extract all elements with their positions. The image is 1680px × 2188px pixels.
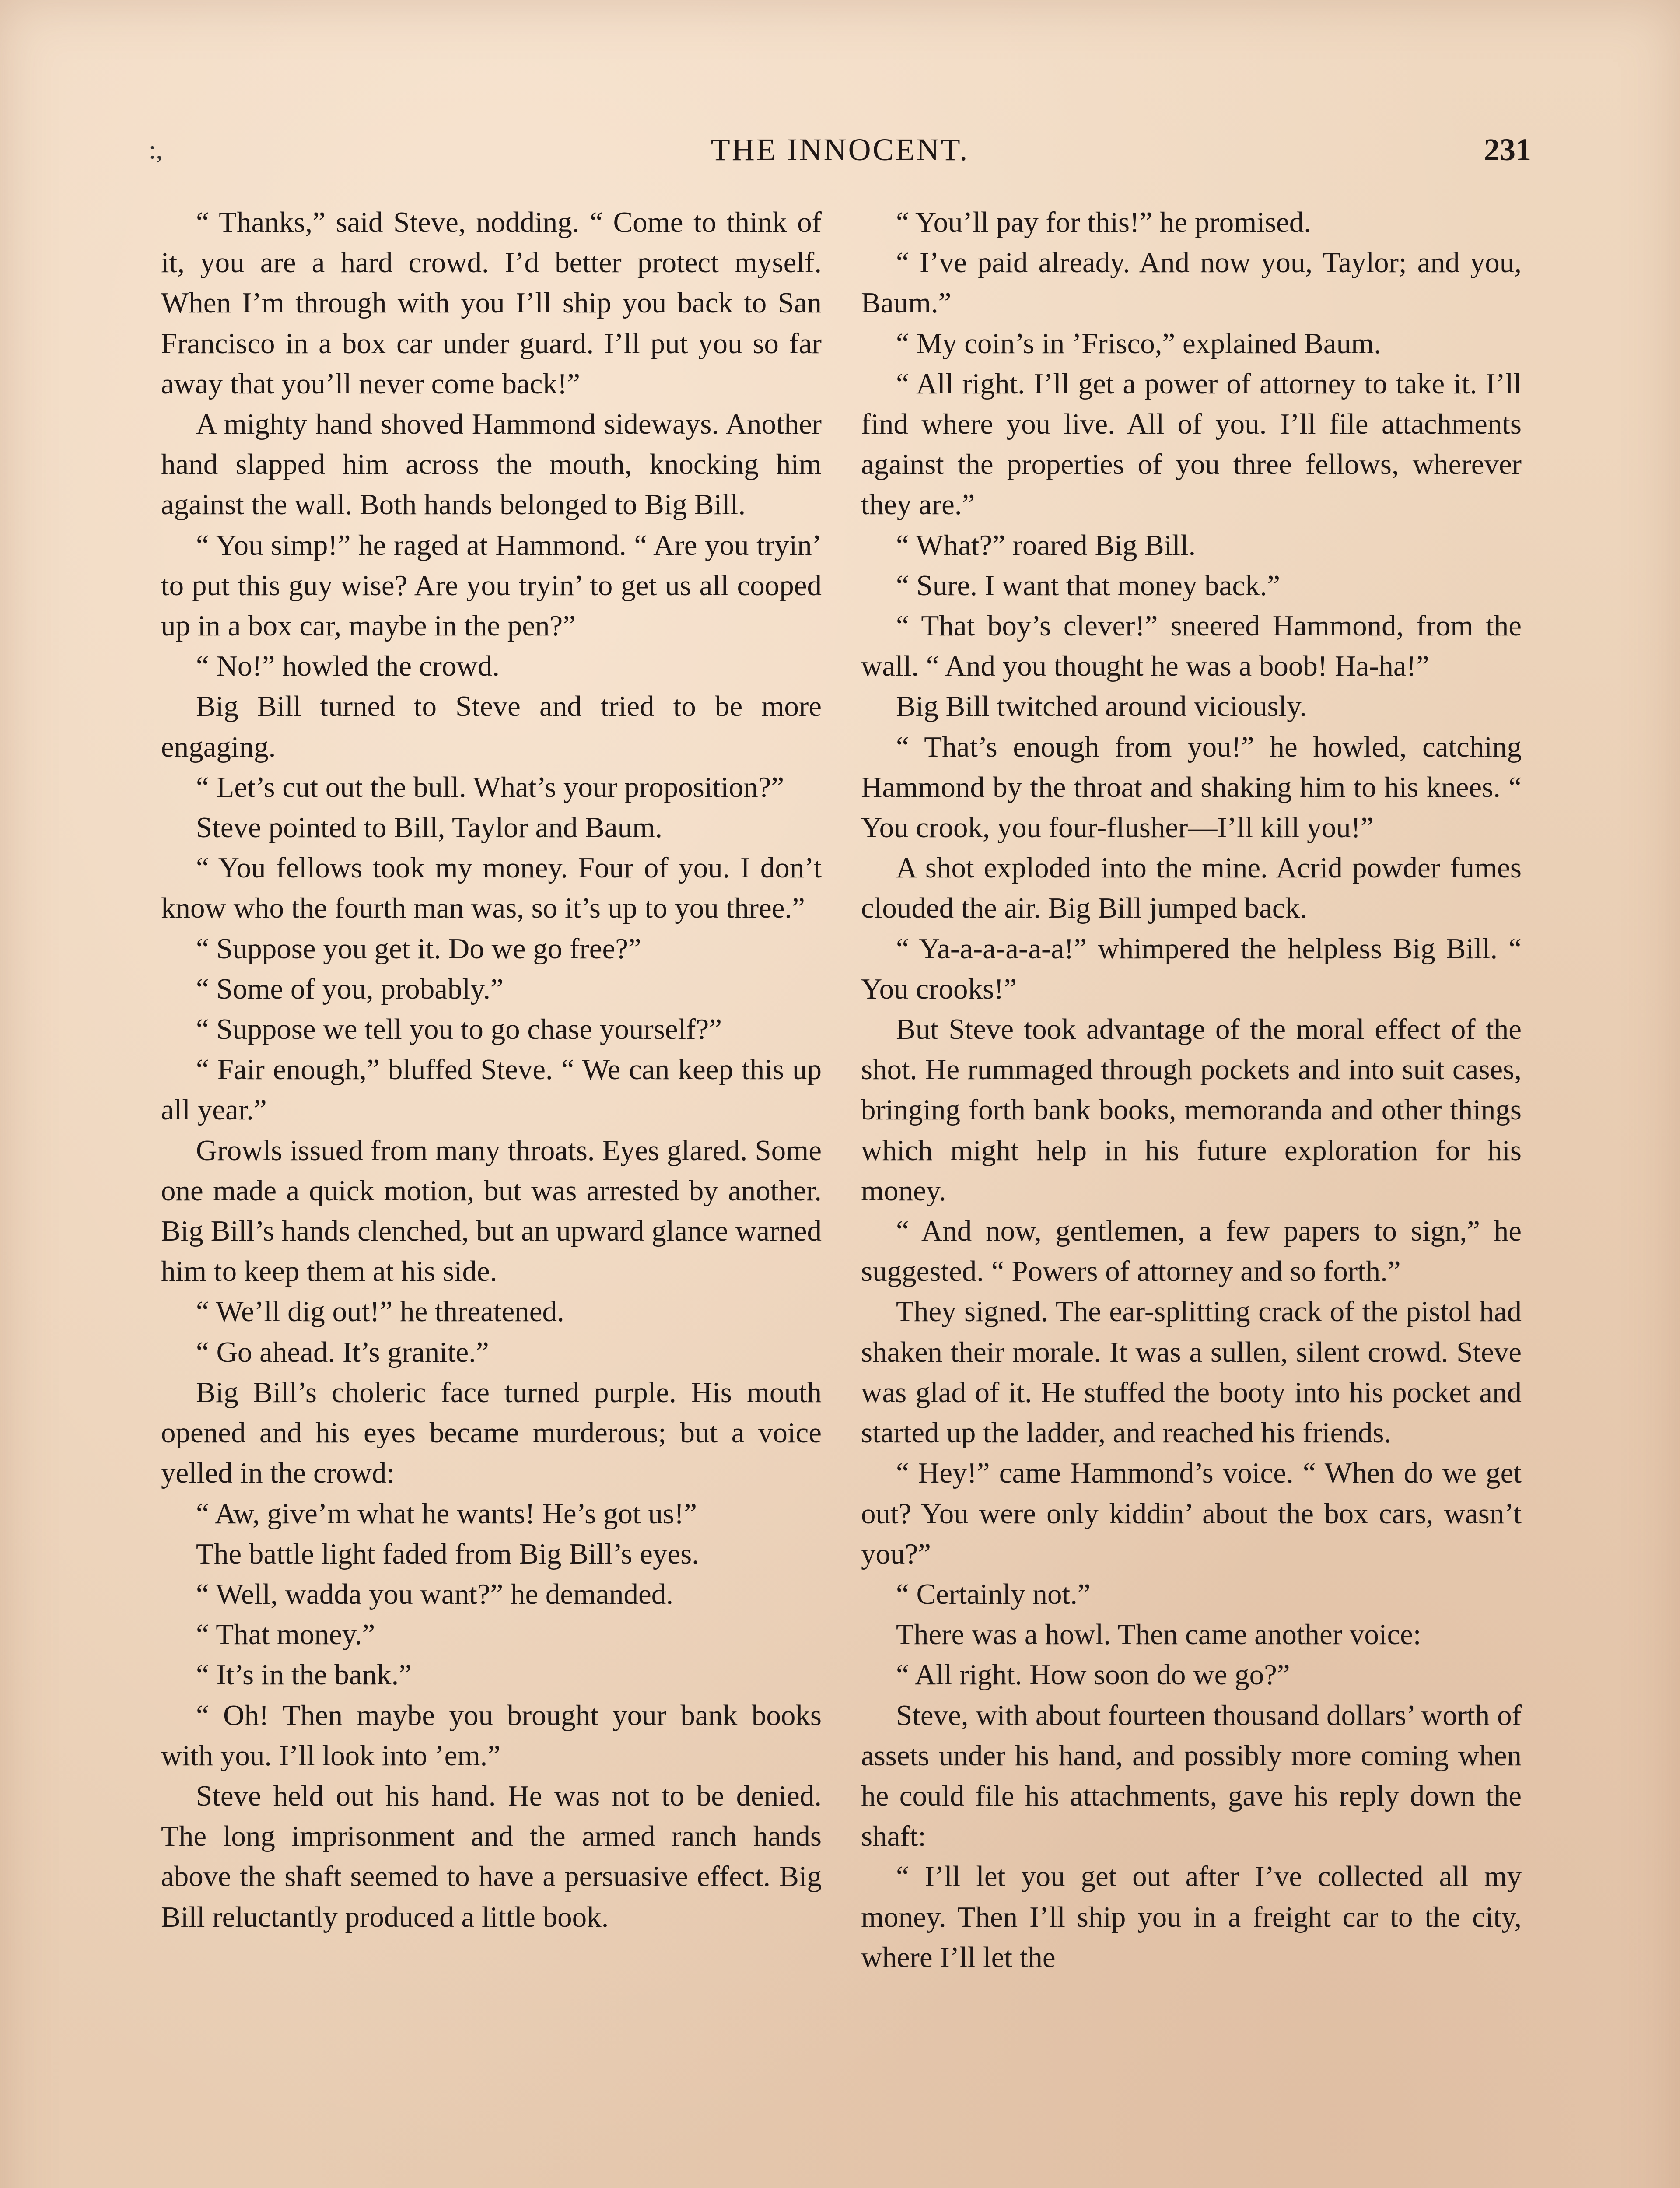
paragraph: “ I’ll let you get out after I’ve collected all my money. Then I’ll ship you in a freight car to the city, where I’ll let the (861, 1860, 1522, 1974)
paragraph: “ Fair enough,” bluffed Steve. “ We can keep this up all year.” (161, 1053, 822, 1126)
paragraph: “ Hey!” came Hammond’s voice. “ When do we get out? You were only kiddin’ about the box cars, wasn’t you?” (861, 1457, 1522, 1570)
paragraph: “ We’ll dig out!” he threatened. (196, 1295, 564, 1328)
paragraph: “ You simp!” he raged at Hammond. “ Are you tryin’ to put this guy wise? Are you tryin’ to get us all cooped up in a box car, maybe in the pen?” (161, 529, 822, 642)
paragraph: “ And now, gentlemen, a few papers to sign,” he suggested. “ Powers of attorney and so forth.” (861, 1215, 1522, 1288)
paragraph: A shot exploded into the mine. Acrid powder fumes clouded the air. Big Bill jumped back. (861, 852, 1522, 925)
right-text-column (861, 202, 1522, 1978)
paragraph: “ Well, wadda you want?” he demanded. (196, 1578, 674, 1610)
running-header (149, 128, 1531, 176)
print-mark: :, (149, 135, 163, 164)
paragraph: Steve, with about fourteen thousand dollars’ worth of assets under his hand, and possibly more coming when he could file his attachments, gave his reply down the shaft: (861, 1699, 1522, 1853)
paragraph: “ That’s enough from you!” he howled, catching Hammond by the throat and shaking him to his knees. “ You crook, you four-flusher—I’ll kill you!” (861, 730, 1522, 844)
paragraph: “ Suppose you get it. Do we go free?” (196, 932, 641, 965)
paragraph: Big Bill twitched around viciously. (896, 690, 1307, 723)
paragraph: A mighty hand shoved Hammond sideways. Another hand slapped him across the mouth, knocking him against the wall. Both hands belonged to Big Bill. (161, 408, 822, 521)
paragraph: “ Ya-a-a-a-a-a!” whimpered the helpless Big Bill. “ You crooks!” (861, 932, 1522, 1005)
paragraph: “ Suppose we tell you to go chase yourself?” (196, 1013, 722, 1046)
paragraph: Steve pointed to Bill, Taylor and Baum. (196, 811, 662, 844)
left-text-column (161, 202, 822, 1937)
paragraph: “ All right. I’ll get a power of attorney to take it. I’ll find where you live. All of you. I’ll file attachments against the properties of you three fellows, wherever they are.” (861, 367, 1522, 521)
paragraph: “ It’s in the bank.” (196, 1659, 412, 1691)
paragraph: “ I’ve paid already. And now you, Taylor; and you, Baum.” (861, 246, 1522, 319)
paragraph: “ No!” howled the crowd. (196, 650, 500, 683)
paragraph: “ You fellows took my money. Four of you. I don’t know who the fourth man was, so it’s up to you three.” (161, 852, 822, 925)
paragraph: “ Sure. I want that money back.” (896, 569, 1281, 602)
paragraph: “ Aw, give’m what he wants! He’s got us!” (196, 1497, 697, 1530)
paragraph: Big Bill’s choleric face turned purple. His mouth opened and his eyes became murderous; but a voice yelled in the crowd: (161, 1376, 822, 1490)
paragraph: “ Thanks,” said Steve, nodding. “ Come to think of it, you are a hard crowd. I’d better protect myself. When I’m through with you I’ll ship you back to San Francisco in a box car under guard. I’ll put you so far away that you’ll never come back!” (161, 206, 822, 400)
paragraph: “ You’ll pay for this!” he promised. (896, 206, 1312, 238)
paragraph: Growls issued from many throats. Eyes glared. Some one made a quick motion, but was arrested by another. Big Bill’s hands clenched, but an upward glance warned him to keep them at his side. (161, 1134, 822, 1288)
paragraph: There was a howl. Then came another voice: (896, 1618, 1421, 1651)
paragraph: Steve held out his hand. He was not to be denied. The long imprisonment and the armed ranch hands above the shaft seemed to have a persuasive effect. Big Bill reluctantly produced a little book. (161, 1779, 822, 1933)
paragraph: “ Certainly not.” (896, 1578, 1091, 1610)
paragraph: “ What?” roared Big Bill. (896, 529, 1196, 561)
paragraph: They signed. The ear-splitting crack of the pistol had shaken their morale. It was a sullen, silent crowd. Steve was glad of it. He stuffed the booty into his pocket and started up the ladder, and reached his friends. (861, 1295, 1522, 1449)
paragraph: But Steve took advantage of the moral effect of the shot. He rummaged through pockets and into suit cases, bringing forth bank books, memoranda and other things which might help in his future exploration for his money. (861, 1013, 1522, 1207)
paragraph: “ My coin’s in ’Frisco,” explained Baum. (896, 327, 1382, 360)
running-title: THE INNOCENT. (710, 132, 970, 167)
paragraph: “ Some of you, probably.” (196, 972, 504, 1005)
paragraph: “ All right. How soon do we go?” (896, 1659, 1290, 1691)
paragraph: “ Oh! Then maybe you brought your bank books with you. I’ll look into ’em.” (161, 1699, 822, 1772)
paragraph: Big Bill turned to Steve and tried to be more engaging. (161, 690, 822, 763)
page-number: 231 (1484, 132, 1531, 167)
paragraph: “ That boy’s clever!” sneered Hammond, from the wall. “ And you thought he was a boob! Ha-ha!” (861, 610, 1522, 683)
paragraph: “ Go ahead. It’s granite.” (196, 1336, 489, 1368)
paragraph: The battle light faded from Big Bill’s eyes. (196, 1537, 699, 1570)
paragraph: “ Let’s cut out the bull. What’s your proposition?” (196, 771, 784, 803)
paragraph: “ That money.” (196, 1618, 375, 1651)
